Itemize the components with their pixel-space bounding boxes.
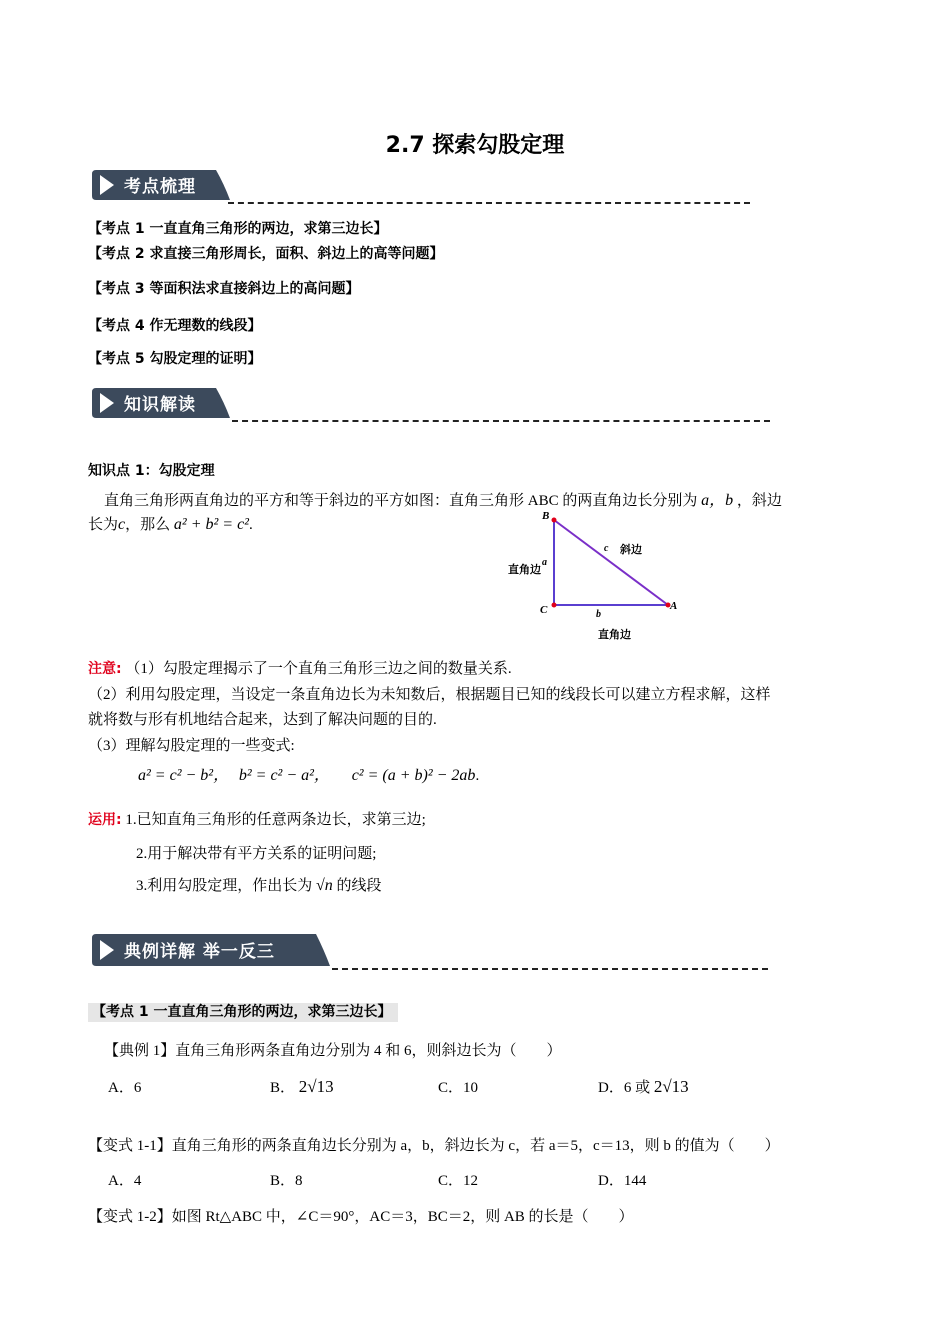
banner-title: 典例详解 举一反三 xyxy=(124,942,275,962)
variant-formulas xyxy=(138,762,479,785)
knowledge-line2b: ，那么 xyxy=(125,517,171,533)
label-side-c: c xyxy=(604,543,609,554)
option-d-math: 2√13 xyxy=(653,1077,689,1096)
label-side-b: b xyxy=(596,609,601,620)
kaodian-item-3: 【考点 3 等面积法求直接斜边上的高问题】 xyxy=(88,281,360,297)
usage-1: 1.已知直角三角形的任意两条边长，求第三边; xyxy=(125,812,426,828)
section-banner-dianli xyxy=(90,930,335,966)
usage-line-3 xyxy=(136,874,382,895)
banner-title: 考点梳理 xyxy=(124,177,196,197)
label-a: A xyxy=(670,600,678,612)
point-b xyxy=(552,518,557,523)
page-title: 2.7 探索勾股定理 xyxy=(385,133,565,158)
label-b: B xyxy=(542,510,550,522)
note-label: 注意: xyxy=(88,661,122,677)
section-heading xyxy=(88,1001,398,1021)
knowledge-heading: 知识点 1：勾股定理 xyxy=(88,463,215,479)
knowledge-line1: 直角三角形两直角边的平方和等于斜边的平方如图：直角三角形 ABC 的两直角边长分别为 xyxy=(104,493,698,509)
pythagorean-formula: a² + b² = c² xyxy=(173,516,249,533)
usage-line-1 xyxy=(88,808,426,829)
section-divider xyxy=(228,202,750,204)
usage-3-math: √n xyxy=(316,877,333,894)
variant-3-tail: . xyxy=(475,768,480,784)
note-2a: （2）利用勾股定理，当设定一条直角边长为未知数后，根据题目已知的线段长可以建立方程求解，这样 xyxy=(88,687,771,703)
right-triangle-figure xyxy=(500,505,700,645)
usage-3a: 3.利用勾股定理，作出长为 xyxy=(136,878,313,894)
label-leg-bottom: 直角边 xyxy=(598,628,631,641)
example-1-option-d[interactable] xyxy=(598,1076,689,1097)
banner-title: 知识解读 xyxy=(124,395,196,415)
point-c xyxy=(552,603,557,608)
knowledge-text-line2 xyxy=(88,513,253,534)
knowledge-line1-tail: ，斜边 xyxy=(736,493,782,509)
section-banner-kaodian xyxy=(90,166,235,202)
example-1-option-a[interactable]: A．6 xyxy=(108,1080,142,1096)
example-1-question: 【典例 1】直角三角形两条直角边分别为 4 和 6，则斜边长为（ ） xyxy=(104,1043,562,1059)
knowledge-line2a: 长为 xyxy=(88,517,119,533)
kaodian-item-4: 【考点 4 作无理数的线段】 xyxy=(88,318,262,334)
variant-1-1-option-b[interactable]: B．8 xyxy=(270,1173,303,1189)
option-d-label: D．6 或 xyxy=(598,1080,651,1096)
example-1-option-c[interactable]: C．10 xyxy=(438,1080,479,1096)
option-b-label: B． xyxy=(270,1080,296,1096)
label-leg-left: 直角边 xyxy=(508,563,541,576)
variant-1: a² = c² − b²， xyxy=(138,767,230,784)
knowledge-c: c xyxy=(118,516,126,533)
label-hypotenuse: 斜边 xyxy=(620,543,642,556)
variant-1-1-question: 【变式 1-1】直角三角形的两条直角边长分别为 a，b，斜边长为 c，若 a＝5，c＝13，则 b 的值为（ ） xyxy=(88,1138,780,1154)
knowledge-ab: a，b xyxy=(701,492,734,509)
option-b-math: 2√13 xyxy=(298,1077,334,1096)
section-heading-box: 【考点 1 一直直角三角形的两边，求第三边长】 xyxy=(88,1003,398,1022)
note-3: （3）理解勾股定理的一些变式: xyxy=(88,738,295,754)
variant-2: b² = c² − a²， xyxy=(238,767,330,784)
section-divider xyxy=(232,420,770,422)
variant-1-1-option-d[interactable]: D．144 xyxy=(598,1173,647,1189)
variant-1-1-option-c[interactable]: C．12 xyxy=(438,1173,479,1189)
section-divider xyxy=(332,968,768,970)
variant-1-2-question: 【变式 1-2】如图 Rt△ABC 中，∠C＝90°，AC＝3，BC＝2，则 AB 的长是（ ） xyxy=(88,1209,634,1225)
note-2b: 就将数与形有机地结合起来，达到了解决问题的目的. xyxy=(88,712,437,728)
usage-3b: 的线段 xyxy=(336,878,382,894)
period: . xyxy=(248,517,253,533)
usage-2: 2.用于解决带有平方关系的证明问题; xyxy=(136,846,377,862)
kaodian-item-2: 【考点 2 求直接三角形周长，面积、斜边上的高等问题】 xyxy=(88,246,444,262)
section-banner-zhishi xyxy=(90,384,235,420)
variant-3: c² = (a + b)² − 2ab xyxy=(351,767,476,784)
hypotenuse xyxy=(554,520,668,605)
note-1: （1）勾股定理揭示了一个直角三角形三边之间的数量关系. xyxy=(125,661,512,677)
note-line-1 xyxy=(88,657,512,678)
kaodian-item-1: 【考点 1 一直直角三角形的两边，求第三边长】 xyxy=(88,221,388,237)
variant-1-1-option-a[interactable]: A．4 xyxy=(108,1173,142,1189)
label-c: C xyxy=(540,604,548,616)
label-side-a: a xyxy=(542,557,547,568)
usage-label: 运用: xyxy=(88,812,122,828)
example-1-option-b[interactable] xyxy=(270,1076,334,1097)
kaodian-item-5: 【考点 5 勾股定理的证明】 xyxy=(88,351,262,367)
